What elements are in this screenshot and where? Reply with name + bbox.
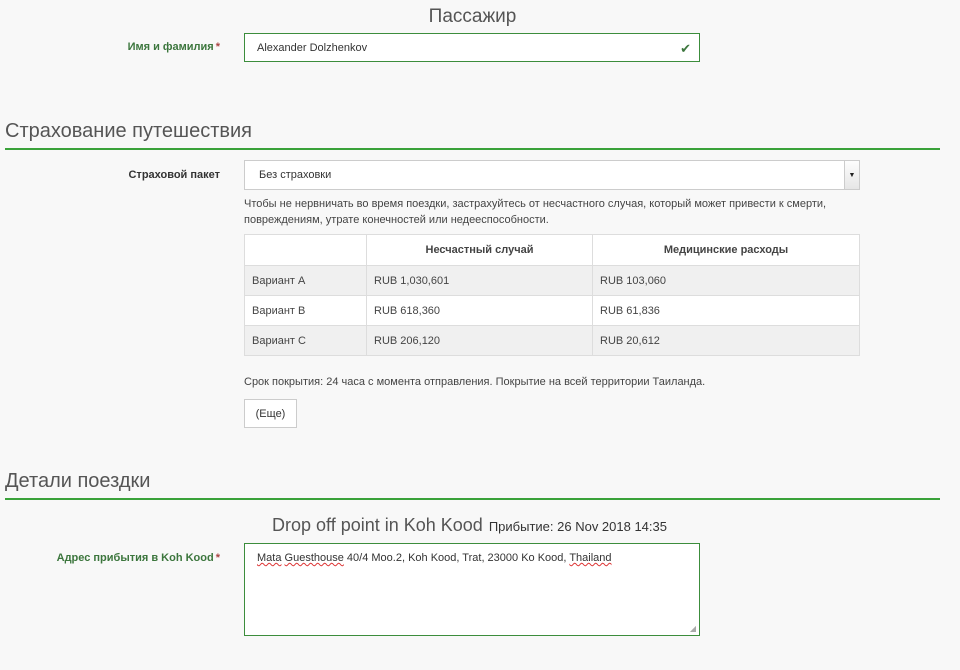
table-header-cell: Медицинские расходы [593, 235, 860, 266]
table-header-cell: Несчастный случай [367, 235, 593, 266]
insurance-divider [5, 148, 940, 150]
required-mark: * [215, 552, 220, 564]
table-cell: Вариант B [245, 296, 367, 326]
trip-divider [5, 498, 940, 500]
dropoff-heading [272, 515, 667, 536]
address-label-text: Адрес прибытия в Koh Kood [56, 552, 214, 564]
table-cell: RUB 61,836 [593, 296, 860, 326]
dropoff-title: Drop off point in Koh Kood [272, 515, 483, 535]
arrival-time: Прибытие: 26 Nov 2018 14:35 [488, 519, 667, 534]
required-mark: * [215, 41, 220, 53]
table-cell: Вариант A [245, 266, 367, 296]
name-label [60, 41, 220, 53]
more-button[interactable]: (Еще) [244, 399, 297, 428]
table-cell: RUB 206,120 [367, 326, 593, 356]
address-label [20, 552, 220, 564]
dropdown-arrow-icon[interactable]: ▼ [844, 161, 859, 189]
table-cell: RUB 103,060 [593, 266, 860, 296]
table-cell: RUB 20,612 [593, 326, 860, 356]
coverage-text: Срок покрытия: 24 часа с момента отправления. Покрытие на всей территории Таиланда. [244, 376, 706, 388]
insurance-options-table [244, 234, 860, 356]
table-cell: RUB 618,360 [367, 296, 593, 326]
address-word: Thailand [569, 552, 612, 564]
insurance-package-select[interactable] [244, 160, 860, 190]
address-text: 40/4 Moo.2, Koh Kood, Trat, 23000 Ko Kood, [343, 552, 570, 564]
trip-section-title: Детали поездки [5, 470, 151, 492]
address-word: Mata [257, 552, 282, 564]
address-textarea[interactable] [244, 543, 700, 636]
insurance-package-value: Без страховки [259, 169, 332, 181]
table-cell: Вариант C [245, 326, 367, 356]
name-field[interactable] [244, 33, 700, 62]
table-row [245, 296, 860, 326]
insurance-section-title: Страхование путешествия [5, 120, 253, 142]
table-header-row [245, 235, 860, 266]
address-word: Guesthouse [284, 552, 344, 564]
insurance-help-text: Чтобы не нервничать во время поездки, застрахуйтесь от несчастного случая, который может привести к смерти, повреждениям, утрате конечностей или недееспособности. [244, 198, 827, 226]
table-row [245, 266, 860, 296]
check-icon: ✔ [680, 41, 691, 56]
name-label-text: Имя и фамилия [127, 41, 214, 53]
resize-handle-icon[interactable]: ◢ [689, 624, 696, 633]
table-header-cell [245, 235, 367, 266]
insurance-package-label: Страховой пакет [128, 169, 220, 181]
table-cell: RUB 1,030,601 [367, 266, 593, 296]
passenger-section-title: Пассажир [428, 6, 517, 27]
name-field-value: Alexander Dolzhenkov [257, 41, 368, 54]
table-row [245, 326, 860, 356]
